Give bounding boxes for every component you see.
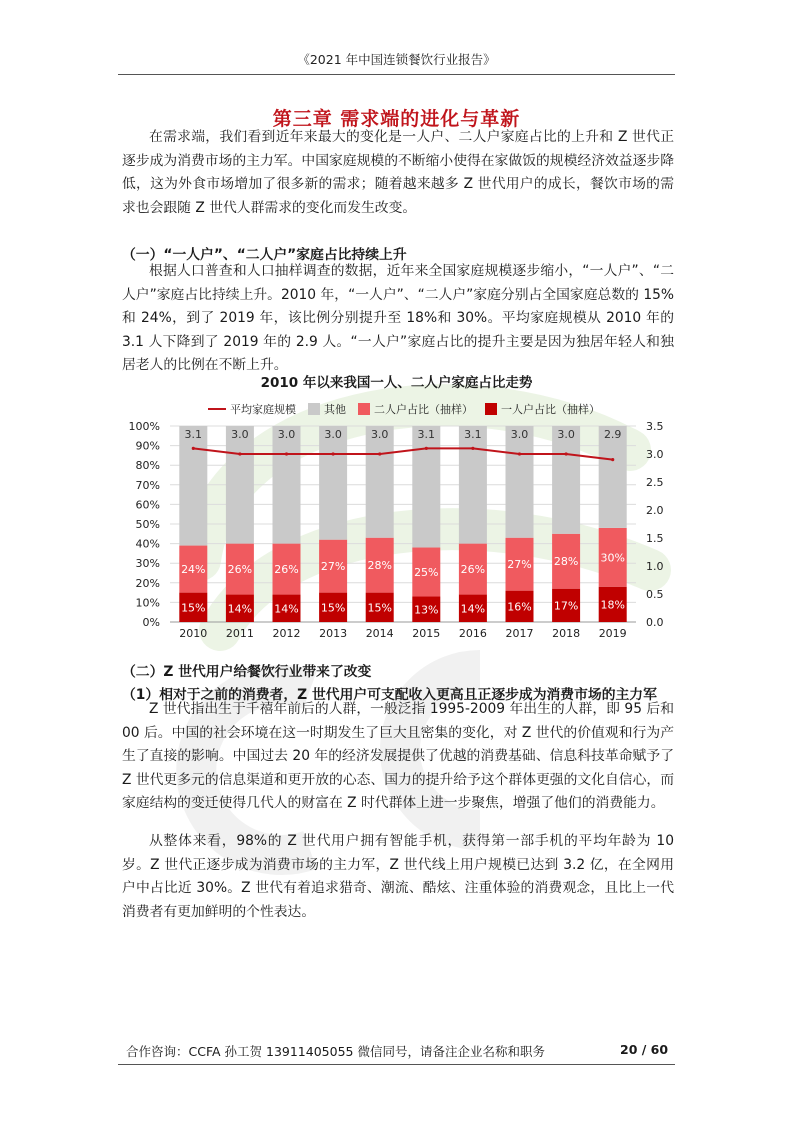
running-header: 《2021 年中国连锁餐饮行业报告》: [118, 50, 675, 75]
avg-household-size-label: 3.0: [557, 428, 575, 441]
household-share-chart: [118, 392, 690, 644]
avg-household-size-line: [193, 448, 612, 459]
avg-household-size-point: [471, 447, 474, 450]
y-left-tick-label: 40%: [135, 537, 160, 551]
bar-data-label: 27%: [507, 558, 532, 572]
bar-segment: [599, 426, 627, 528]
section2-subheading: （1）相对于之前的消费者，Z 世代用户可支配收入更高且正逐步成为消费市场的主力军: [122, 687, 657, 703]
intro-paragraph: 在需求端，我们看到近年来最大的变化是一人户、二人户家庭占比的上升和 Z 世代正逐步成为消费市场的主力军。中国家庭规模的不断缩小使得在家做饭的规模经济效益逐步降低，这为外食市场增加了很多新的需求；随着越来越多 Z 世代用户的成长，餐饮市场的需求也会跟随 Z 世代人群需求的变化而发生改变。: [122, 129, 674, 216]
bar-data-label: 15%: [181, 601, 206, 615]
avg-household-size-label: 3.1: [464, 428, 482, 441]
legend-label: 平均家庭规模: [230, 403, 296, 416]
bar-data-label: 28%: [553, 555, 579, 569]
avg-household-size-label: 3.0: [324, 428, 342, 441]
bar-data-label: 28%: [367, 559, 392, 573]
bar-segment: [459, 426, 487, 544]
avg-household-size-label: 3.1: [184, 428, 203, 441]
bar-data-label: 18%: [600, 598, 625, 612]
bar-segment: [506, 426, 534, 538]
bar-data-label: 26%: [274, 563, 299, 577]
x-tick-label: 2014: [365, 627, 394, 640]
y-left-tick-label: 10%: [135, 596, 160, 610]
avg-household-size-point: [611, 458, 614, 461]
avg-household-size-point: [285, 452, 288, 455]
bar-data-label: 30%: [600, 551, 625, 565]
avg-household-size-point: [332, 452, 335, 455]
legend-label: 二人户占比（抽样）: [374, 403, 473, 416]
section2-heading: （二）Z 世代用户给餐饮行业带来了改变: [122, 664, 372, 680]
bar-segment: [366, 426, 394, 538]
page-number: 20 / 60: [620, 1042, 669, 1057]
footer-rule: [118, 1064, 675, 1065]
y-right-tick-label: 1.5: [646, 532, 664, 545]
avg-household-size-point: [192, 447, 195, 450]
bar-data-label: 13%: [414, 603, 439, 617]
x-tick-label: 2017: [505, 627, 534, 640]
y-left-tick-label: 80%: [135, 459, 160, 473]
bar-segment: [552, 426, 580, 534]
y-right-tick-label: 3.5: [646, 420, 664, 433]
bar-segment: [179, 426, 207, 546]
avg-household-size-point: [518, 452, 521, 455]
y-left-tick-label: 90%: [135, 439, 160, 453]
x-tick-label: 2016: [458, 627, 487, 640]
avg-household-size-label: 2.9: [603, 428, 622, 441]
x-tick-label: 2015: [412, 627, 441, 640]
legend-swatch: [308, 403, 320, 415]
avg-household-size-label: 3.0: [510, 428, 529, 441]
y-right-tick-label: 2.5: [646, 476, 664, 489]
y-right-tick-label: 1.0: [646, 560, 664, 573]
bar-data-label: 17%: [553, 599, 579, 613]
y-right-tick-label: 0.0: [646, 616, 664, 629]
section2-paragraph2: 从整体来看，98%的 Z 世代用户拥有智能手机，获得第一部手机的平均年龄为 10 岁。Z 世代正逐步成为消费市场的主力军，Z 世代线上用户规模已达到 3.2 亿，在全网用户中占比近 30%。Z 世代有着追求猎奇、潮流、酷炫、注重体验的消费观念，且比上一代消费者有更加鲜明的个性表达。: [122, 833, 674, 920]
bar-data-label: 15%: [367, 601, 392, 615]
bar-segment: [412, 426, 440, 548]
y-right-tick-label: 3.0: [646, 448, 664, 461]
y-left-tick-label: 100%: [128, 420, 160, 433]
bar-data-label: 14%: [274, 602, 299, 616]
avg-household-size-label: 3.0: [277, 428, 296, 441]
bar-data-label: 26%: [227, 563, 253, 577]
footer-contact: 合作咨询：CCFA 孙工贺 13911405055 微信同号，请备注企业名称和职务: [126, 1044, 545, 1059]
avg-household-size-label: 3.1: [417, 428, 436, 441]
chart-title: 2010 年以来我国一人、二人户家庭占比走势: [260, 375, 533, 391]
x-tick-label: 2019: [598, 627, 627, 640]
x-tick-label: 2012: [272, 627, 301, 640]
bar-segment: [319, 426, 347, 540]
bar-data-label: 14%: [460, 602, 486, 616]
y-left-tick-label: 20%: [135, 576, 160, 590]
section1-heading: （一）“一人户”、“二人户”家庭占比持续上升: [122, 247, 407, 263]
avg-household-size-point: [238, 452, 241, 455]
legend-label: 一人户占比（抽样）: [501, 403, 600, 416]
bar-data-label: 26%: [460, 563, 486, 577]
x-tick-label: 2018: [552, 627, 581, 640]
bar-data-label: 14%: [227, 602, 253, 616]
y-left-tick-label: 50%: [135, 518, 160, 531]
y-left-tick-label: 60%: [135, 498, 160, 512]
bar-data-label: 27%: [320, 560, 346, 574]
section1-paragraph: 根据人口普查和人口抽样调查的数据，近年来全国家庭规模逐步缩小，“一人户”、“二人户”家庭占比持续上升。2010 年，“一人户”、“二人户”家庭分别占全国家庭总数的 15%和 24%，到了 2019 年，该比例分别提升至 18%和 30%。平均家庭规模从 2010 年的 3.1 人下降到了 2019 年的 2.9 人。“一人户”家庭占比的提升主要是因为独居年轻人和独居老人的比例在不断上升。: [122, 263, 674, 374]
avg-household-size-point: [378, 452, 381, 455]
avg-household-size-label: 3.0: [231, 428, 249, 441]
y-left-tick-label: 70%: [135, 478, 160, 492]
legend-swatch: [485, 403, 497, 415]
x-tick-label: 2010: [179, 627, 208, 640]
section2-paragraph1: Z 世代指出生于千禧年前后的人群，一般泛指 1995-2009 年出生的人群，即 95 后和 00 后。中国的社会环境在这一时期发生了巨大且密集的变化，对 Z 世代的价值观和行为产生了直接的影响。中国过去 20 年的经济发展提供了优越的消费基础、信息科技革命赋予了 Z 世代更多元的信息渠道和更开放的心态、国力的提升给予这个群体更强的文化自信心，而家庭结构的变迁使得几代人的财富在 Z 时代群体上进一步聚焦，增强了他们的消费能力。: [122, 701, 674, 812]
bar-data-label: 25%: [414, 566, 439, 580]
chapter-title: 第三章 需求端的进化与革新: [272, 108, 521, 130]
avg-household-size-point: [565, 452, 568, 455]
y-right-tick-label: 2.0: [646, 504, 664, 517]
bar-segment: [226, 426, 254, 544]
bar-data-label: 16%: [507, 600, 532, 614]
bar-data-label: 24%: [181, 563, 206, 577]
x-tick-label: 2011: [225, 627, 254, 640]
legend-swatch: [358, 403, 370, 415]
x-tick-label: 2013: [319, 627, 348, 640]
y-left-tick-label: 30%: [135, 557, 160, 571]
avg-household-size-point: [425, 447, 428, 450]
bar-segment: [273, 426, 301, 544]
y-left-tick-label: 0%: [142, 616, 160, 629]
legend-label: 其他: [324, 403, 346, 416]
avg-household-size-label: 3.0: [370, 428, 389, 441]
bar-data-label: 15%: [320, 601, 346, 615]
y-right-tick-label: 0.5: [646, 588, 664, 601]
